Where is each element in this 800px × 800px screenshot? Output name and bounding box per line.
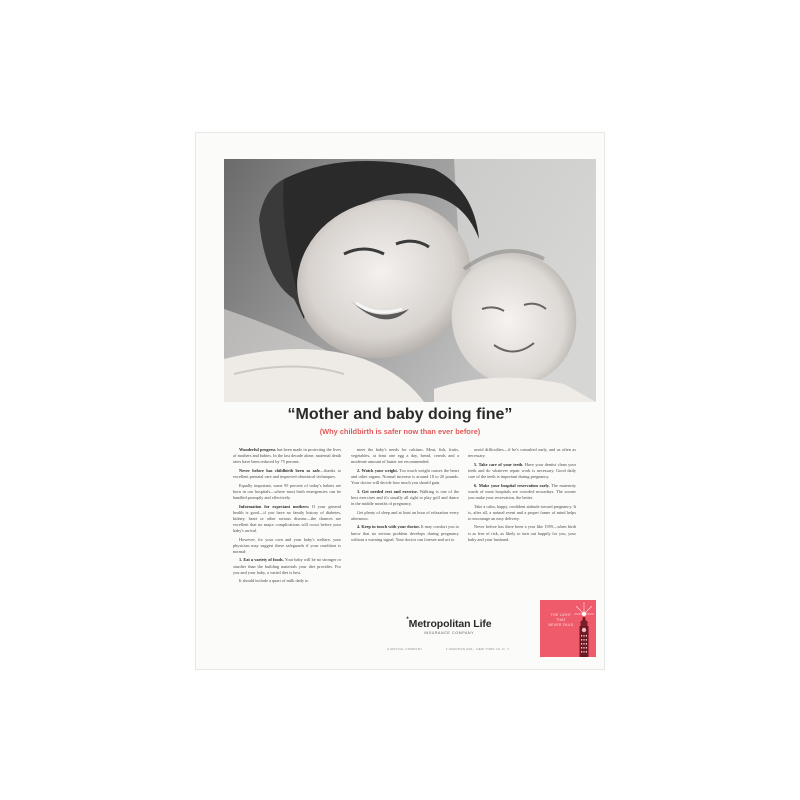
paragraph: Never before has childbirth been so safe—thanks to excellent prenatal care and improved obstetrical techniques. [233,467,342,479]
paragraph: meet the baby's needs for calcium. Meat, fish, fruits, vegetables, at least one egg a day, bread, cereals and a moderate amount of butter are recommended. [351,447,459,465]
footer-address: 1 MADISON AVE., NEW YORK 10, N. Y. [446,647,510,651]
paragraph: 2. Watch your weight. Too much weight causes the heart and other organs. Normal increase is around 18 to 20 pounds. Your doctor will decide how much you should gain. [351,467,459,486]
badge-caption: THE LIGHT THAT NEVER FAILS [548,613,574,627]
paragraph: Equally important, some 95 percent of today's babies are born in our hospitals—where most birth emergencies can be handled promptly and effectively. [233,482,341,500]
metropolitan-life-logo: *Metropolitan Life INSURANCE COMPANY [364,618,534,635]
body-column-right [468,447,576,545]
body-column-left [233,447,341,587]
light-that-never-fails-badge [540,600,596,657]
paragraph: 6. Make your hospital reservation early. The maternity wards of most hospitals are crowded nowadays. The sooner you make your reservation, the better. [468,482,576,500]
paragraph: 5. Take care of your teeth. Have your dentist clean your teeth and do whatever repair work is necessary. Good daily care of the teeth is important during pregnancy. [468,461,577,479]
subheadline: (Why childbirth is safer now than ever before) [319,427,481,436]
magazine-ad-page [196,133,604,669]
paragraph: Get plenty of sleep and at least an hour of relaxation every afternoon. [351,509,459,521]
footer-mutual-company: A MUTUAL COMPANY [387,647,423,651]
paragraph: Take a calm, happy, confident attitude toward pregnancy. It is, after all, a natural event and a proper frame of mind helps to encourage an easy delivery. [468,503,576,521]
paragraph: Never before has there been a year like 1959—when birth is as free of risk, as likely to turn out happily for you, your baby and your husband. [468,524,576,542]
paragraph: avoid difficulties—if he's consulted early, and as often as necessary. [468,447,576,459]
paragraph: However, for your own and your baby's welfare, your physician may suggest these safeguards if your condition is normal: [233,536,341,554]
advertiser-subtitle: INSURANCE COMPANY [423,631,475,635]
paragraph: 4. Keep in touch with your doctor. It may comfort you to know that no serious problem develops during pregnancy without a warning signal. Your doctor can foresee and act to [351,524,459,542]
body-column-middle [351,447,459,545]
mother-and-baby-photo [224,159,596,402]
paragraph: Information for expectant mothers: If your general health is good—if you have no family history of diabetes, kidney, heart or other serious disease—the chances are excellent that no major complications will occur before your baby's arrival. [233,503,342,533]
advertiser-name: Metropolitan Life [408,618,492,630]
paragraph: 1. Eat a variety of foods. Your baby will be no stronger or sturdier than the building materials your diet provides. For you and your baby, a varied diet is best. [233,557,342,575]
tower-icon [540,600,596,657]
paragraph: 3. Get needed rest and exercise. Walking is one of the best exercises and it's usually all right to play golf and dance in the middle months of pregnancy. [351,488,460,506]
paragraph: Wonderful progress has been made in protecting the lives of mothers and babies. In the last decade alone, maternal death rates have been reduced by 75 percent. [233,447,341,465]
headline: “Mother and baby doing fine” [287,406,513,423]
paragraph: It should include a quart of milk daily to [239,578,309,584]
